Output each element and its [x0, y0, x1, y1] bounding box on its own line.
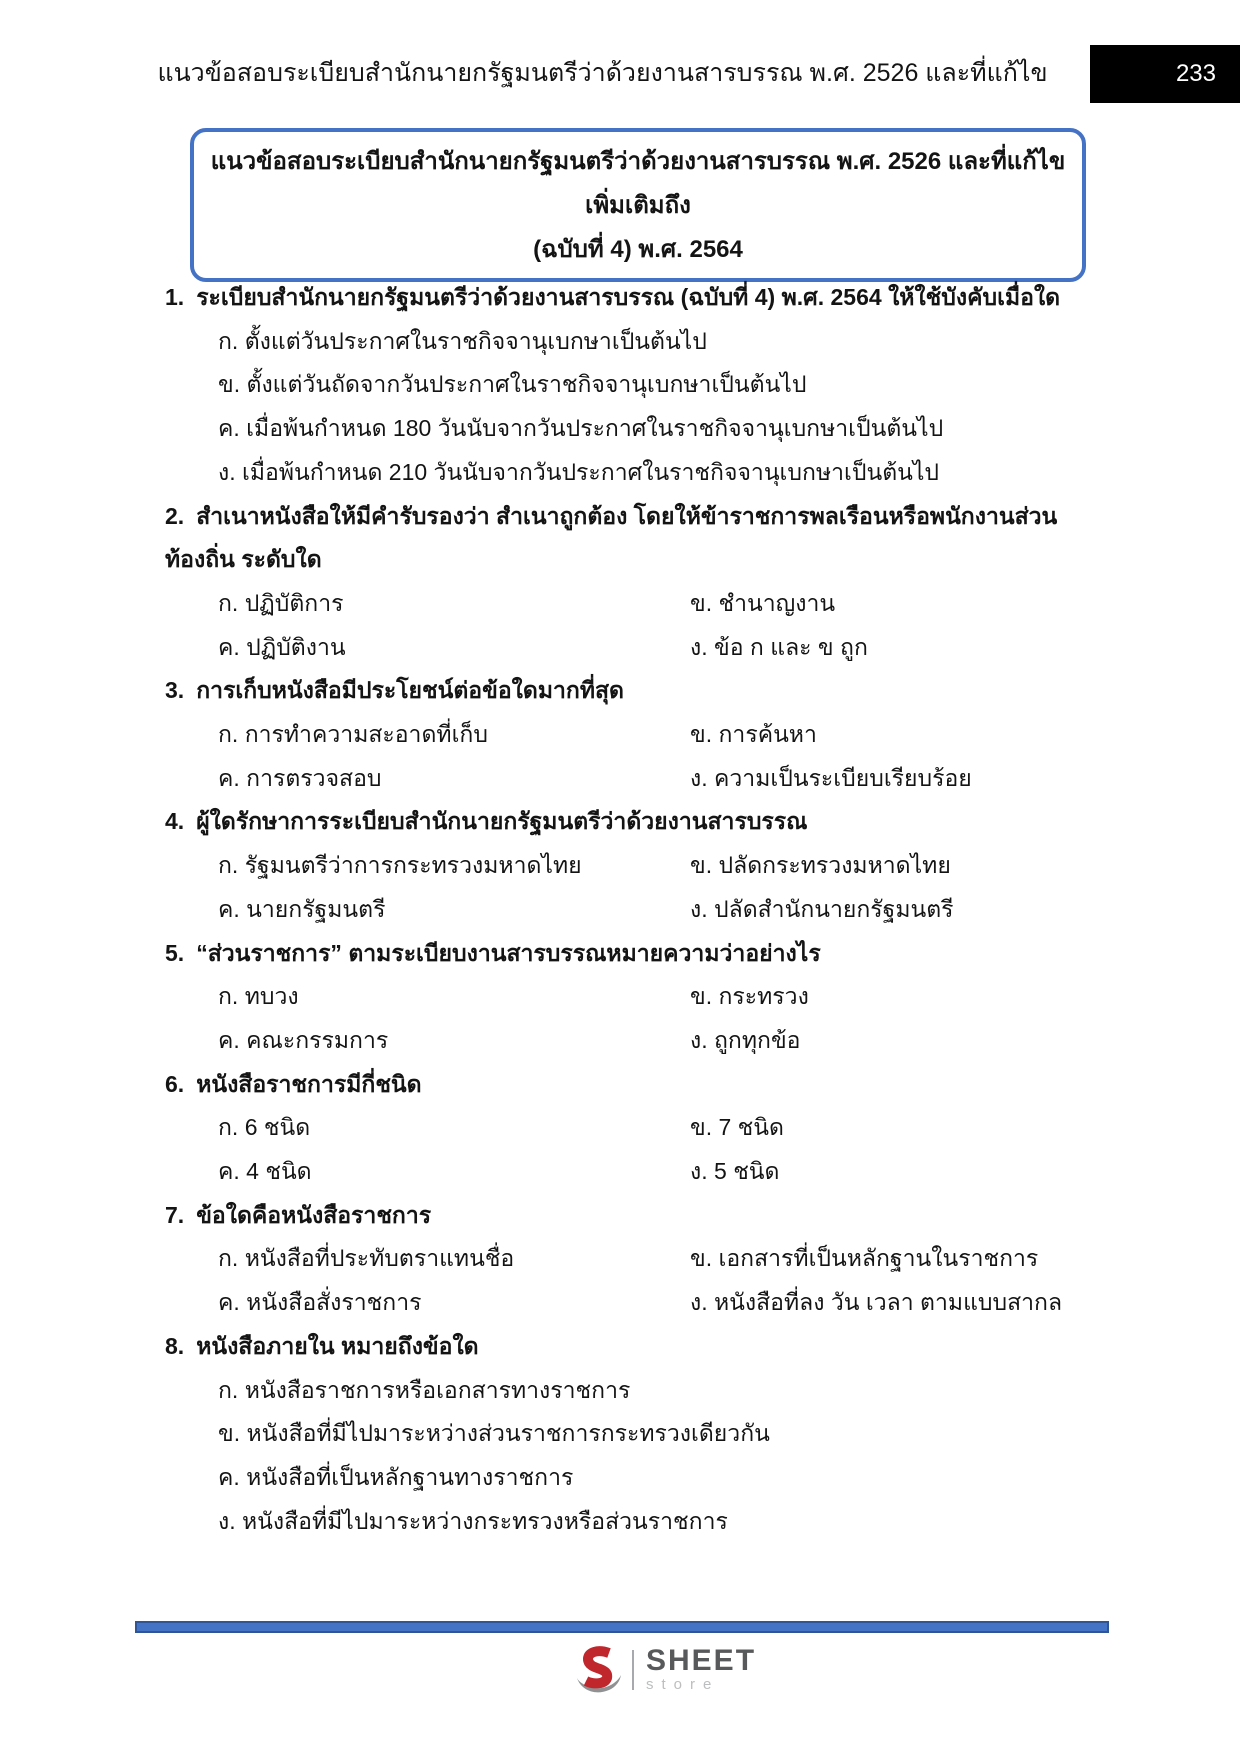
answer-option: ข. เอกสารที่เป็นหลักฐานในราชการ — [690, 1245, 1039, 1272]
answer-option: ค. คณะกรรมการ — [218, 1026, 389, 1053]
question-block — [165, 1063, 1086, 1194]
answer-option: ก. 6 ชนิด — [218, 1114, 311, 1141]
answer-option: ข. การค้นหา — [690, 721, 817, 748]
question-text: 1. ระเบียบสำนักนายกรัฐมนตรีว่าด้วยงานสารบรรณ (ฉบับที่ 4) พ.ศ. 2564 ให้ใช้บังคับเมื่อใด — [165, 284, 1061, 310]
question-number: 1. — [165, 284, 185, 310]
answer-option: ง. ปลัดสำนักนายกรัฐมนตรี — [690, 895, 954, 922]
question-block — [165, 495, 1086, 670]
answer-option: ข. หนังสือที่มีไปมาระหว่างส่วนราชการกระทรวงเดียวกัน — [218, 1420, 770, 1447]
answer-option: ง. 5 ชนิด — [690, 1158, 780, 1185]
answer-option: ข. ชำนาญงาน — [690, 589, 836, 616]
answer-option: ข. 7 ชนิด — [690, 1114, 784, 1141]
question-number: 3. — [165, 677, 185, 704]
question-block — [165, 800, 1086, 931]
title-box — [190, 128, 1086, 282]
answer-option: ก. ปฏิบัติการ — [218, 589, 344, 616]
footer-divider-bar — [135, 1621, 1109, 1633]
options-group — [165, 582, 1086, 669]
question-number: 2. — [165, 502, 185, 529]
question-number: 7. — [165, 1201, 185, 1228]
options-group — [165, 1237, 1086, 1324]
sheet-store-logo-icon — [576, 1646, 622, 1694]
answer-option: ง. ข้อ ก และ ข ถูก — [690, 633, 868, 660]
question-text: 2. สำเนาหนังสือให้มีคำรับรองว่า สำเนาถูกต้อง โดยให้ข้าราชการพลเรือนหรือพนักงานส่วนท้องถิ่น ระดับใด — [165, 502, 1058, 573]
answer-option: ค. หนังสือสั่งราชการ — [218, 1289, 422, 1316]
running-header-title: แนวข้อสอบระเบียบสำนักนายกรัฐมนตรีว่าด้วยงานสารบรรณ พ.ศ. 2526 และที่แก้ไข — [157, 59, 1048, 87]
answer-option: ก. หนังสือราชการหรือเอกสารทางราชการ — [218, 1376, 631, 1403]
question-block — [165, 1325, 1086, 1544]
question-text: 4. ผู้ใดรักษาการระเบียบสำนักนายกรัฐมนตรีว่าด้วยงานสารบรรณ — [165, 808, 808, 835]
answer-option: ค. เมื่อพ้นกำหนด 180 วันนับจากวันประกาศในราชกิจจานุเบกษาเป็นต้นไป — [218, 415, 944, 442]
answer-option: ง. เมื่อพ้นกำหนด 210 วันนับจากวันประกาศในราชกิจจานุเบกษาเป็นต้นไป — [218, 458, 940, 485]
options-group — [165, 975, 1086, 1062]
brand-name: SHEET — [646, 1644, 757, 1677]
answer-option: ค. หนังสือที่เป็นหลักฐานทางราชการ — [218, 1463, 574, 1490]
question-block — [165, 932, 1086, 1063]
answer-option: ข. กระทรวง — [690, 983, 809, 1010]
answer-option: ง. ถูกทุกข้อ — [690, 1026, 801, 1053]
question-text: 3. การเก็บหนังสือมีประโยชน์ต่อข้อใดมากที่สุด — [165, 677, 624, 704]
answer-option: ง. ความเป็นระเบียบเรียบร้อย — [690, 764, 972, 791]
options-group — [165, 713, 1086, 800]
answer-option: ง. หนังสือที่ลง วัน เวลา ตามแบบสากล — [690, 1289, 1063, 1316]
question-text: 6. หนังสือราชการมีกี่ชนิด — [165, 1070, 422, 1097]
answer-option: ก. ทบวง — [218, 983, 299, 1010]
questions-list — [165, 276, 1086, 1543]
question-text: 5. “ส่วนราชการ” ตามระเบียบงานสารบรรณหมายความว่าอย่างไร — [165, 939, 821, 966]
answer-option: ค. 4 ชนิด — [218, 1158, 312, 1185]
answer-option: ก. หนังสือที่ประทับตราแทนชื่อ — [218, 1245, 515, 1272]
sheet-store-logo — [576, 1645, 756, 1695]
answer-option: ก. รัฐมนตรีว่าการกระทรวงมหาดไทย — [218, 852, 582, 879]
answer-option: ค. นายกรัฐมนตรี — [218, 895, 386, 922]
answer-option: ค. ปฏิบัติงาน — [218, 633, 346, 660]
page-number-badge — [1090, 45, 1240, 103]
answer-option: ข. ตั้งแต่วันถัดจากวันประกาศในราชกิจจานุเบกษาเป็นต้นไป — [218, 371, 807, 398]
question-text: 8. หนังสือภายใน หมายถึงข้อใด — [165, 1332, 479, 1359]
page-number: 233 — [1175, 60, 1216, 87]
answer-option: ก. ตั้งแต่วันประกาศในราชกิจจานุเบกษาเป็นต้นไป — [218, 327, 707, 354]
question-number: 4. — [165, 808, 185, 835]
question-text: 7. ข้อใดคือหนังสือราชการ — [165, 1201, 432, 1228]
options-group — [165, 1106, 1086, 1193]
answer-option: ค. การตรวจสอบ — [218, 764, 382, 791]
options-group — [165, 1369, 1086, 1544]
answer-option: ข. ปลัดกระทรวงมหาดไทย — [690, 852, 951, 879]
logo-text — [646, 1644, 757, 1693]
options-group — [165, 844, 1086, 931]
options-group — [165, 320, 1086, 495]
logo-divider — [632, 1650, 634, 1690]
answer-option: ก. การทำความสะอาดที่เก็บ — [218, 721, 488, 748]
title-line-1: แนวข้อสอบระเบียบสำนักนายกรัฐมนตรีว่าด้วยงานสารบรรณ พ.ศ. 2526 และที่แก้ไขเพิ่มเติมถึง — [210, 148, 1066, 219]
title-line-2: (ฉบับที่ 4) พ.ศ. 2564 — [533, 236, 743, 263]
question-block — [165, 669, 1086, 800]
brand-subtitle: store — [646, 1676, 720, 1693]
question-block — [165, 1194, 1086, 1325]
question-block — [165, 276, 1086, 495]
question-number: 8. — [165, 1332, 185, 1359]
question-number: 6. — [165, 1070, 185, 1097]
question-number: 5. — [165, 939, 185, 966]
answer-option: ง. หนังสือที่มีไปมาระหว่างกระทรวงหรือส่วนราชการ — [218, 1507, 728, 1534]
